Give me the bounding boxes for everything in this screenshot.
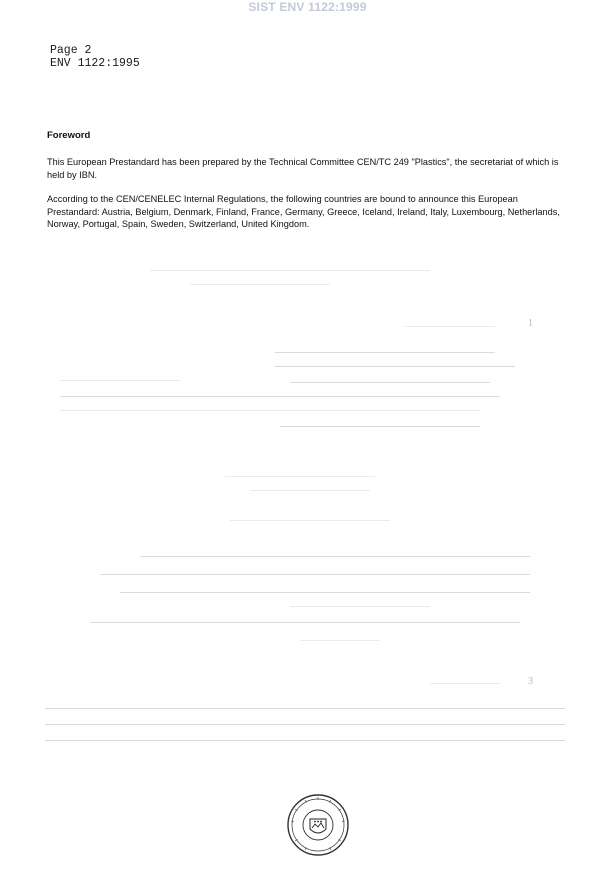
page-number: Page 2 xyxy=(50,44,92,57)
watermark: SIST ENV 1122:1999 xyxy=(248,0,367,14)
foreword-heading: Foreword xyxy=(47,130,91,141)
foreword-paragraph-1: This European Prestandard has been prepared by the Technical Committee CEN/TC 249 "Plastics", the secretariat of which is held by IBN. xyxy=(47,157,559,180)
page-header xyxy=(50,44,140,70)
foreword-paragraph-2: According to the CEN/CENELEC Internal Regulations, the following countries are bound to announce this European Prestandard: Austria, Belgium, Denmark, Finland, France, Germany, Greece, Iceland, Ireland, Italy, Luxembourg, Netherlands, Norway, Portugal, Spain, Sweden, Switzerland, United Kingdom. xyxy=(47,194,560,230)
standard-reference: ENV 1122:1995 xyxy=(50,57,140,70)
ghost-section-number-b: 1 xyxy=(528,318,534,329)
official-stamp-seal xyxy=(286,793,350,857)
ghost-section-number-a: 3 xyxy=(528,676,534,687)
